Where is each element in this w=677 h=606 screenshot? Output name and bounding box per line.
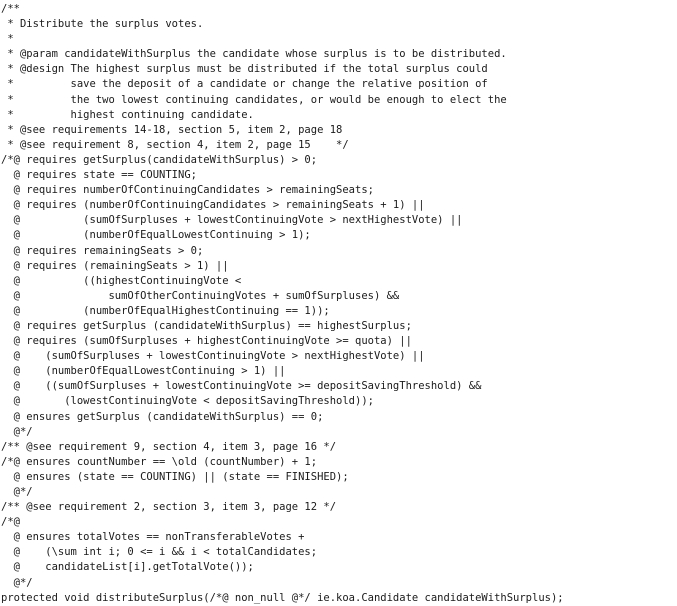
code-line: @ requires remainingSeats > 0; <box>1 244 204 257</box>
code-line: protected void distributeSurplus(/*@ non_null @*/ ie.koa.Candidate candidateWithSurplus); <box>1 591 564 604</box>
code-line: @ requires state == COUNTING; <box>1 169 197 182</box>
code-line: @ (numberOfEqualLowestContinuing > 1); <box>1 229 311 242</box>
code-line: @ requires (remainingSeats > 1) || <box>1 259 229 272</box>
code-line: * highest continuing candidate. <box>1 108 254 121</box>
code-line: @ requires (sumOfSurpluses + highestContinuingVote >= quota) || <box>1 335 412 348</box>
code-line: @ ((highestContinuingVote < <box>1 274 242 287</box>
code-line: @ (\sum int i; 0 <= i && i < totalCandidates; <box>1 546 318 559</box>
code-line: @ requires (numberOfContinuingCandidates > remainingSeats + 1) || <box>1 199 425 212</box>
code-line: @*/ <box>1 486 33 498</box>
code-line: @ (lowestContinuingVote < depositSavingThreshold)); <box>1 395 374 408</box>
code-line: /*@ ensures countNumber == \old (countNumber) + 1; <box>1 455 318 468</box>
code-line: @ (numberOfEqualHighestContinuing == 1)); <box>1 304 330 317</box>
code-line: * @design The highest surplus must be distributed if the total surplus could <box>1 63 488 76</box>
code-line: @ (numberOfEqualLowestContinuing > 1) || <box>1 365 286 378</box>
code-line: @ (sumOfSurpluses + lowestContinuingVote > nextHighestVote) || <box>1 214 463 227</box>
code-line: * save the deposit of a candidate or change the relative position of <box>1 78 488 91</box>
code-line: @*/ <box>1 425 33 438</box>
code-line: * @param candidateWithSurplus the candidate whose surplus is to be distributed. <box>1 48 507 61</box>
code-line: @ ((sumOfSurpluses + lowestContinuingVote >= depositSavingThreshold) && <box>1 380 482 393</box>
code-line: /*@ <box>1 516 20 529</box>
code-line: * @see requirements 14-18, section 5, item 2, page 18 <box>1 123 343 136</box>
code-line: * Distribute the surplus votes. <box>1 18 204 31</box>
code-line: @*/ <box>1 576 33 589</box>
code-line: /*@ requires getSurplus(candidateWithSurplus) > 0; <box>1 153 318 166</box>
code-line: @ (sumOfSurpluses + lowestContinuingVote > nextHighestVote) || <box>1 350 425 363</box>
code-line: * the two lowest continuing candidates, or would be enough to elect the <box>1 93 507 106</box>
code-line: @ requires numberOfContinuingCandidates > remainingSeats; <box>1 184 374 197</box>
code-line: * <box>1 33 14 46</box>
code-line: @ requires getSurplus (candidateWithSurplus) == highestSurplus; <box>1 319 412 332</box>
code-line: /** <box>1 3 20 15</box>
code-line: @ sumOfOtherContinuingVotes + sumOfSurpluses) && <box>1 289 400 302</box>
code-line: /** @see requirement 2, section 3, item 3, page 12 */ <box>1 501 337 514</box>
code-line: * @see requirement 8, section 4, item 2, page 15 */ <box>1 138 349 151</box>
code-line: @ ensures totalVotes == nonTransferableVotes + <box>1 531 305 544</box>
code-line: /** @see requirement 9, section 4, item 3, page 16 */ <box>1 440 337 453</box>
code-line: @ ensures (state == COUNTING) || (state == FINISHED); <box>1 470 349 483</box>
code-line: @ candidateList[i].getTotalVote()); <box>1 561 254 574</box>
code-line: @ ensures getSurplus (candidateWithSurplus) == 0; <box>1 410 324 423</box>
